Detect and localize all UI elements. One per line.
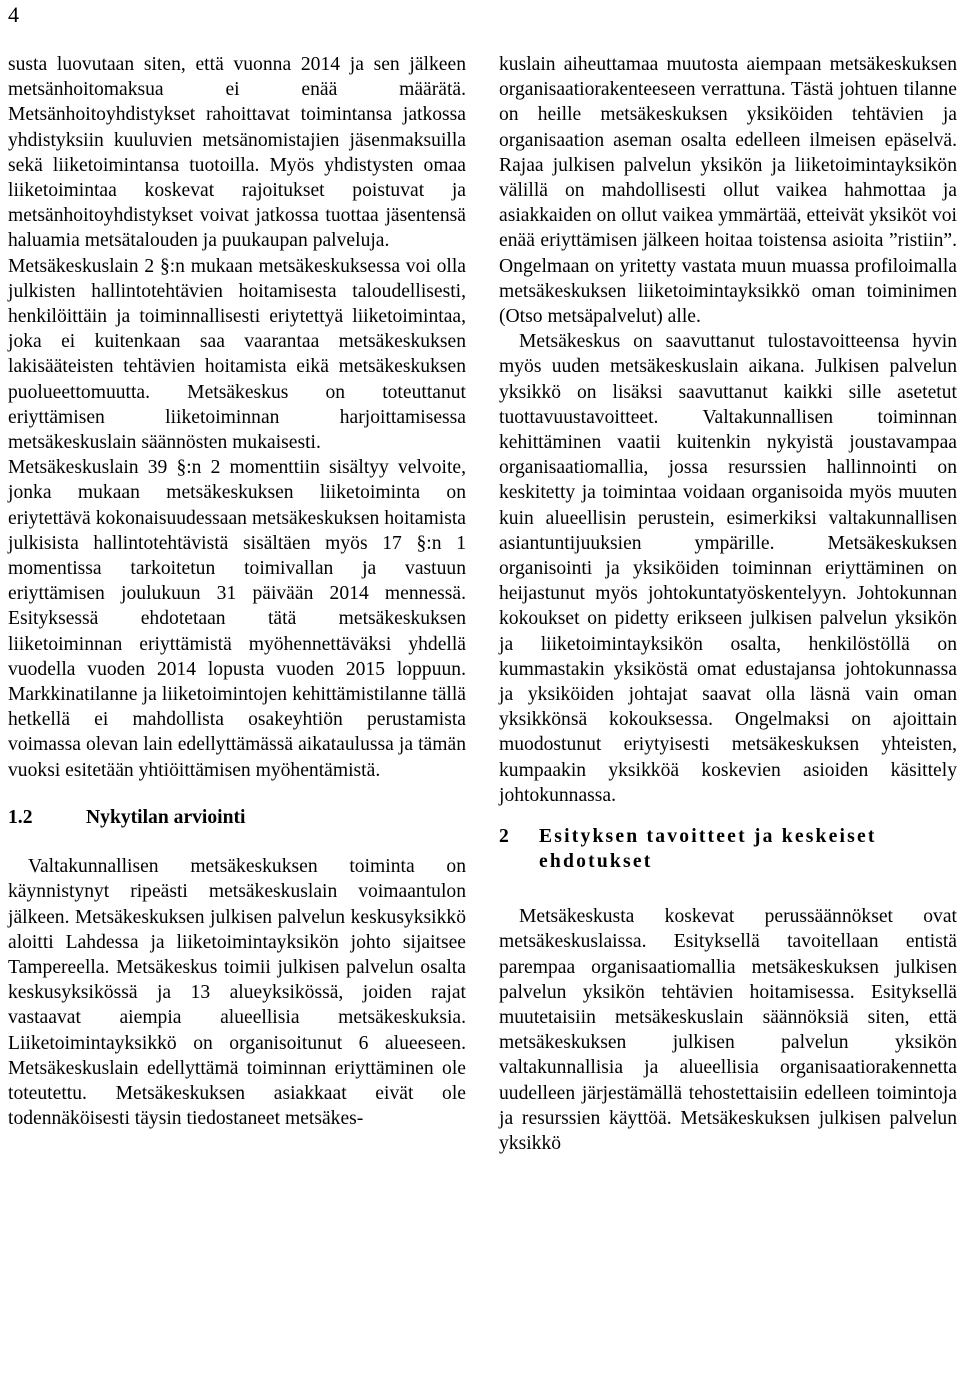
section-heading [499,824,957,874]
right-column [499,52,957,1156]
paragraph: susta luovutaan siten, että vuonna 2014 ja sen jälkeen metsänhoitomaksua ei enää määrätä. Metsänhoitoyhdistykset rahoittavat toimintansa jatkossa yhdistyksiin kuuluvien metsänomistajien jäsenmaksuilla sekä liiketoimintansa tuotoilla. Myös yhdistysten omaa liiketoimintaa koskevat rajoitukset poistuvat ja metsänhoitoyhdistykset voivat jatkossa tuottaa jäsentensä haluamia metsätalouden ja puukaupan palveluja. [8,54,466,252]
page-number: 4 [8,2,19,27]
section-title: Nykytilan arviointi [86,806,246,828]
paragraph: Metsäkeskusta koskevat perussäännökset ovat metsäkeskuslaissa. Esityksellä tavoitellaan entistä parempaa organisaatiomallia metsäkeskuksen julkisen palvelun yksikön tehtävien hoitamisessa. Esityksellä muutetaisiin metsäkeskuslain säännöksiä siten, että metsäkeskuksen julkisen palvelun yksikön valtakunnallisia ja alueellisia organisaatiorakennetta uudelleen järjestämällä tehostettaisiin edelleen toimintoja ja resurssien käyttöä. Metsäkeskuksen julkisen palvelun yksikkö [499,906,957,1154]
section-number: 1.2 [8,806,33,828]
paragraph: Metsäkeskuslain 39 §:n 2 momenttiin sisältyy velvoite, jonka mukaan metsäkeskuksen liiketoiminta on eriytettävä kokonaisuudessaan metsäkeskuksen hoitamista julkisista hallintotehtävistä sisältäen myös 17 §:n 1 momentissa tarkoitetun toimivallan ja vastuun eriyttämisen joulukuun 31 päivään 2014 mennessä. Esityksessä ehdotetaan tätä metsäkeskuksen liiketoiminnan eriyttämistä myöhennettäväksi yhdellä vuodella vuoden 2014 lopusta vuoden 2015 loppuun. Markkinatilanne ja liiketoimintojen kehittämistilanne tällä hetkellä ei mahdollista osakeyhtiön perustamista voimassa olevan lain edellyttämässä aikataulussa ja tämän vuoksi esitetään yhtiöittämisen myöhentämistä. [8,457,466,781]
paragraph: Metsäkeskuslain 2 §:n mukaan metsäkeskuksessa voi olla julkisten hallintotehtävien hoitamisesta taloudellisesti, henkilöittäin ja toiminnallisesti eriytettyä liiketoimintaa, joka ei kuitenkaan saa vaarantaa metsäkeskuksen lakisääteisten tehtävien hoitamista eikä metsäkeskuksen puolueettomuutta. Metsäkeskus on toteuttanut eriyttämisen liiketoiminnan harjoittamisessa metsäkeskuslain säännösten mukaisesti. [8,255,466,454]
paragraph: kuslain aiheuttamaa muutosta aiempaan metsäkeskuksen organisaatiorakenteeseen verrattuna. Tästä johtuen tilanne on heille metsäkeskuksen yksiköiden tehtävien ja organisaation aseman osalta edelleen ilmeisen epäselvä. Rajaa julkisen palvelun yksikön ja liiketoimintayksikön välillä on mahdollisesti ollut vaikea hahmottaa ja asiakkaiden on ollut vaikea ymmärtää, etteivät yksiköt voi enää eriyttämisen jälkeen hoitaa toistensa asioita ”ristiin”. Ongelmaan on yritetty vastata muun muassa profiloimalla metsäkeskuksen liiketoimintayksikkö oman toiminimen (Otso metsäpalvelut) alle. [499,54,957,328]
section-number: 2 [499,826,509,848]
left-column [8,52,466,1131]
paragraph: Metsäkeskus on saavuttanut tulostavoitteensa hyvin myös uuden metsäkeskuslain aikana. Julkisen palvelun yksikkö on lisäksi saavuttanut kaikki sille asetetut tuottavuustavoitteet. Valtakunnallisen toiminnan kehittäminen vaatii kuitenkin nykyistä joustavampaa organisaatiomallia, jossa resurssien hallinnointi on keskitetty ja toimintaa voidaan organisoida myös muuten kuin alueellisin perustein, esimerkiksi valtakunnallisen asiantuntijuuksien ympärille. Metsäkeskuksen organisointi ja yksiköiden toiminnan eriyttäminen on heijastunut myös johtokuntatyöskentelyyn. Johtokunnan kokoukset on pidetty erikseen julkisen palvelun yksikön ja liiketoimintayksikön osalta, henkilöstöllä on kummastakin yksiköstä omat edustajansa johtokunnassa ja yksiköiden johtajat saavat olla läsnä vain oman yksikkönsä kokouksessa. Ongelmaksi on ajoittain muodostunut eriytyisesti metsäkeskuksen yhteisten, kumpaakin yksikköä koskevien asioiden käsittely johtokunnassa. [499,331,957,806]
section-heading [8,805,466,830]
paragraph: Valtakunnallisen metsäkeskuksen toiminta on käynnistynyt ripeästi metsäkeskuslain voimaantulon jälkeen. Metsäkeskuksen julkisen palvelun keskusyksikkö aloitti Lahdessa ja liiketoimintayksikön johto sijaitsee Tampereella. Metsäkeskus toimii julkisen palvelun osalta keskusyksikössä ja 13 alueyksikössä, joiden rajat vastaavat aiempia alueellisia metsäkeskuksia. Liiketoimintayksikkö on organisoitunut 6 alueeseen. Metsäkeskuslain edellyttämä toiminnan eriyttäminen ole toteutettu. Metsäkeskuksen asiakkaat eivät ole todennäköisesti täysin tiedostaneet metsäkes- [8,856,466,1130]
section-title: Esityksen tavoitteet ja keskeiset ehdotukset [539,826,877,873]
